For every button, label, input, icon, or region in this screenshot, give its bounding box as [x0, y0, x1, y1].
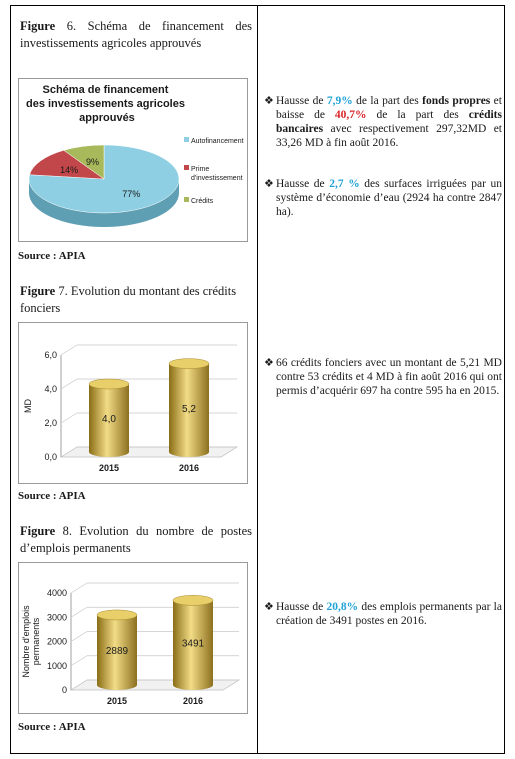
figure-8-title: Figure 8. Evolution du nombre de postes d’emplois permanents	[20, 524, 253, 555]
y-axis-label: MD	[23, 399, 33, 413]
legend-label: Prime d'investissement	[191, 166, 243, 182]
figure-6-title: Figure 6. Schéma de financement des investissements agricoles approuvés	[20, 19, 253, 50]
bar-top-2016	[173, 595, 213, 605]
x-tick-label: 2015	[106, 696, 128, 706]
chart-floor	[61, 447, 237, 457]
gridline	[71, 632, 87, 642]
figure-6-source: Source : APIA	[18, 250, 86, 262]
figure-7-source: Source : APIA	[18, 490, 86, 502]
credits-chart	[19, 323, 247, 483]
column-divider	[257, 5, 258, 754]
y-tick-label: 0	[61, 685, 67, 695]
bullet-irrigation: ❖ Hausse de 2,7 % des surfaces irriguées par un système d’économie d’eau (2924 ha contre 2847 ha).	[264, 178, 502, 218]
bar-data-label: 4,0	[102, 414, 116, 425]
y-tick-label: 2000	[46, 636, 67, 647]
bar-data-label: 5,2	[182, 403, 196, 415]
pie-chart-box	[18, 78, 248, 242]
figure-7-title: Figure 7. Evolution du montant des crédits fonciers	[20, 284, 237, 315]
gridline	[61, 345, 77, 355]
pie-legend	[184, 137, 244, 205]
gridline	[71, 583, 87, 593]
pie-plot	[29, 145, 179, 227]
gridline	[71, 607, 87, 617]
bullet-land-credits: ❖ 66 crédits fonciers avec un montant de 5,21 MD contre 53 crédits et 4 MD à fin août 2016 qui ont permis d’acquérir 697 ha contre 595 ha en 2015.	[264, 357, 502, 397]
x-tick-label: 2016	[178, 463, 200, 473]
y-tick-label: 4,0	[44, 384, 57, 394]
legend-label: Crédits	[191, 198, 214, 205]
bullet-diamond-icon: ❖	[264, 601, 274, 613]
pie-data-label: 14%	[60, 164, 79, 175]
jobs-chart-box	[18, 562, 248, 714]
bar-top-2015	[89, 379, 129, 389]
credits-chart-box	[18, 322, 248, 484]
pie-data-label: 77%	[122, 189, 141, 200]
bullet-diamond-icon: ❖	[264, 178, 274, 190]
legend-swatch	[184, 165, 189, 170]
y-tick-label: 4000	[46, 588, 67, 598]
x-tick-label: 2016	[182, 696, 204, 706]
y-tick-label: 6,0	[44, 350, 57, 360]
legend-swatch	[184, 197, 189, 202]
legend-swatch	[184, 137, 189, 142]
y-tick-label: 2,0	[44, 418, 57, 428]
bar-top-2015	[97, 610, 137, 620]
y-axis-label: Nombre d'emploispermanents	[21, 605, 41, 678]
gridline	[61, 379, 77, 389]
pie-data-label: 9%	[85, 157, 99, 168]
bar-top-2016	[169, 359, 209, 369]
bullet-jobs: ❖ Hausse de 20,8% des emplois permanents par la création de 3491 postes en 2016.	[264, 601, 502, 627]
bar-data-label: 3491	[181, 638, 205, 650]
bullet-diamond-icon: ❖	[264, 95, 274, 107]
bullet-diamond-icon: ❖	[264, 357, 274, 369]
gridline	[71, 656, 87, 666]
pie-chart	[19, 79, 247, 241]
bullet-financing: ❖ Hausse de 7,9% de la part des fonds propres et baisse de 40,7% de la part des crédits bancaires avec respectivement 297,32MD et 33,26 MD à fin août 2016.	[264, 95, 502, 149]
y-tick-label: 0,0	[44, 452, 57, 462]
chart-floor	[71, 680, 239, 690]
pie-chart-title: Schéma de financement des investissements agricoles approuvés	[25, 84, 185, 124]
y-tick-label: 3000	[46, 612, 67, 623]
bar-data-label: 2889	[105, 645, 129, 657]
figure-8-source: Source : APIA	[18, 721, 86, 733]
y-tick-label: 1000	[46, 660, 67, 671]
legend-label: Autofinancement	[191, 138, 244, 145]
gridline	[61, 413, 77, 423]
jobs-chart	[19, 563, 247, 713]
x-tick-label: 2015	[98, 463, 120, 473]
